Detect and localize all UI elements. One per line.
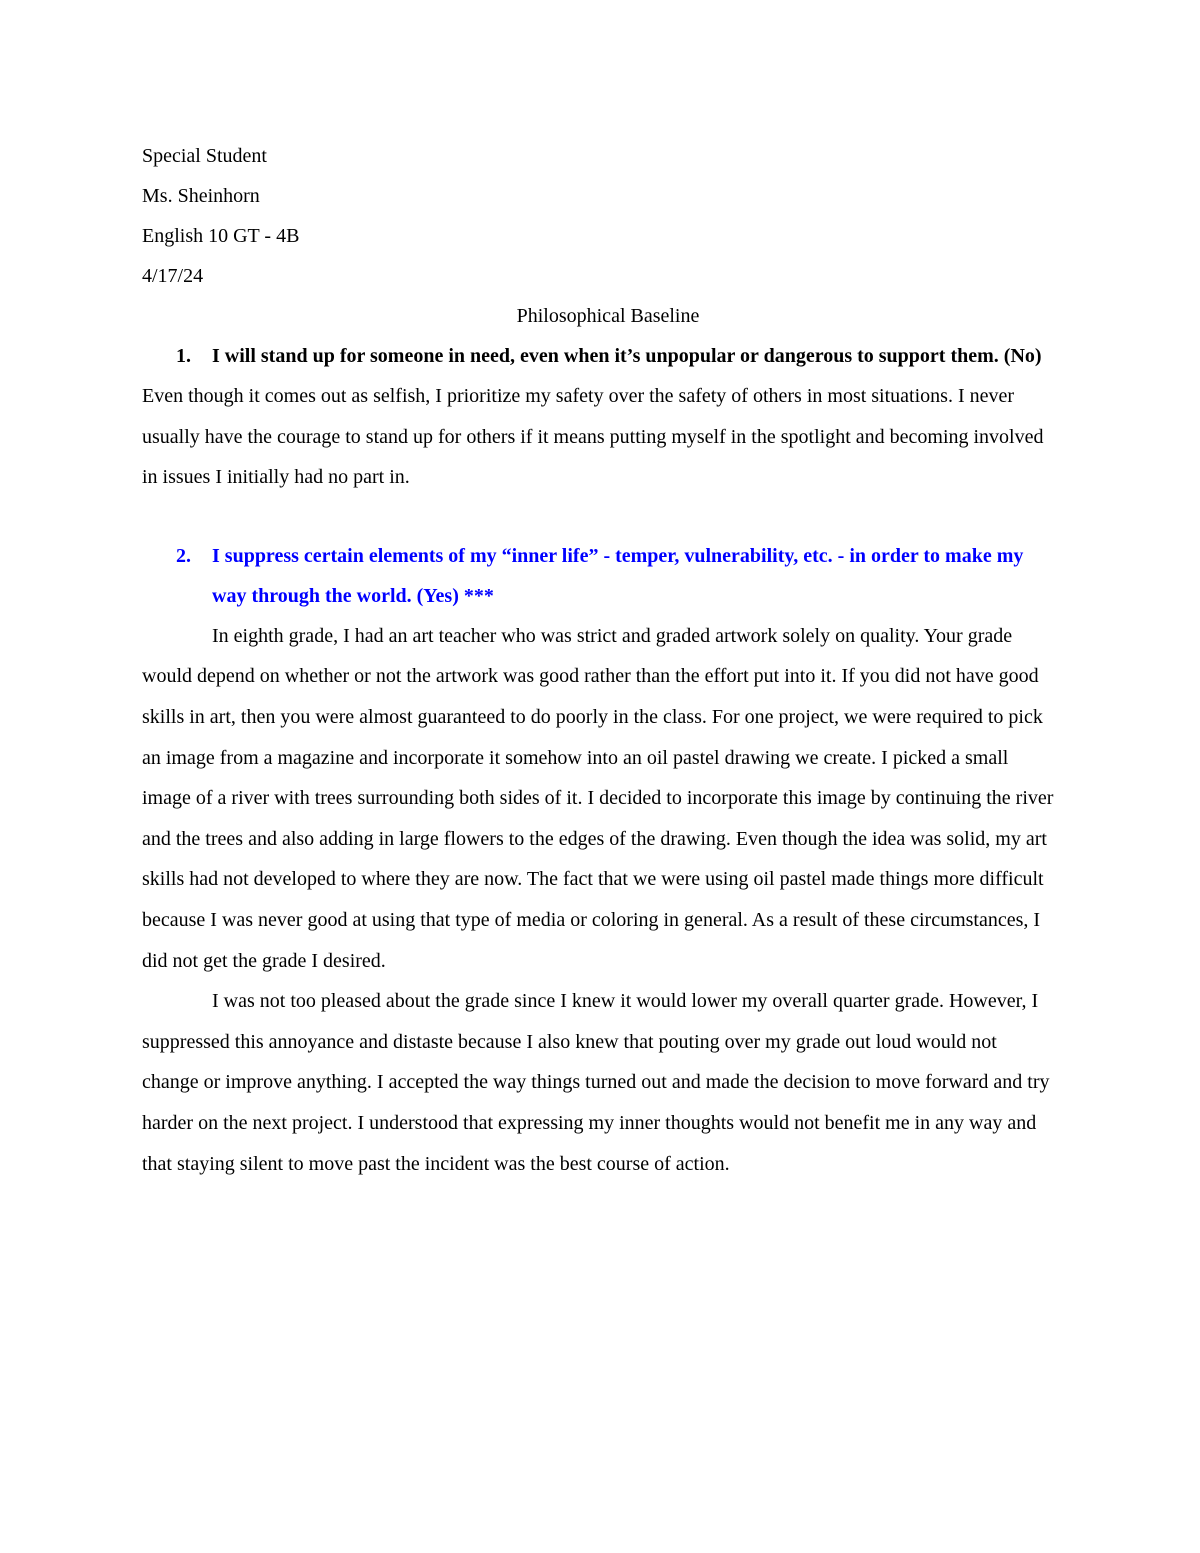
document-date: 4/17/24 bbox=[142, 265, 204, 287]
list-item-2 bbox=[142, 536, 1054, 616]
document-content bbox=[142, 136, 1054, 1184]
item-2-paragraph-2: I was not too pleased about the grade since I knew it would lower my overall quarter grade. However, I suppressed this annoyance and distaste because I also knew that pouting over my grade out loud would not change or improve anything. I accepted the way things turned out and made the decision to move forward and try harder on the next project. I understood that expressing my inner thoughts would not benefit me in any way and that staying silent to move past the incident was the best course of action. bbox=[142, 990, 1050, 1175]
teacher-name: Ms. Sheinhorn bbox=[142, 185, 260, 207]
list-item-1 bbox=[142, 336, 1054, 376]
document-title: Philosophical Baseline bbox=[516, 305, 700, 327]
list-item-statement: I will stand up for someone in need, even when it’s unpopular or dangerous to support them. (No) bbox=[212, 345, 1042, 367]
item-1-paragraph: Even though it comes out as selfish, I prioritize my safety over the safety of others in most situations. I never usually have the courage to stand up for others if it means putting myself in the spotlight and becoming involved in issues I initially had no part in. bbox=[142, 385, 1044, 489]
course-name: English 10 GT - 4B bbox=[142, 225, 300, 247]
student-name: Special Student bbox=[142, 145, 267, 167]
list-item-statement: I suppress certain elements of my “inner life” - temper, vulnerability, etc. - in order to make my way through the world. (Yes) *** bbox=[212, 544, 1024, 607]
list-item-number: 1. bbox=[176, 345, 191, 367]
paragraph-spacer bbox=[142, 498, 1054, 536]
item-2-paragraph-1: In eighth grade, I had an art teacher who was strict and graded artwork solely on quality. Your grade would depend on whether or not the artwork was good rather than the effort put into it. If you did not have good skills in art, then you were almost guaranteed to do poorly in the class. For one project, we were required to pick an image from a magazine and incorporate it somehow into an oil pastel drawing we create. I picked a small image of a river with trees surrounding both sides of it. I decided to incorporate this image by continuing the river and the trees and also adding in large flowers to the edges of the drawing. Even though the idea was solid, my art skills had not developed to where they are now. The fact that we were using oil pastel made things more difficult because I was never good at using that type of media or coloring in general. As a result of these circumstances, I did not get the grade I desired. bbox=[142, 624, 1054, 972]
list-item-number: 2. bbox=[176, 544, 191, 567]
